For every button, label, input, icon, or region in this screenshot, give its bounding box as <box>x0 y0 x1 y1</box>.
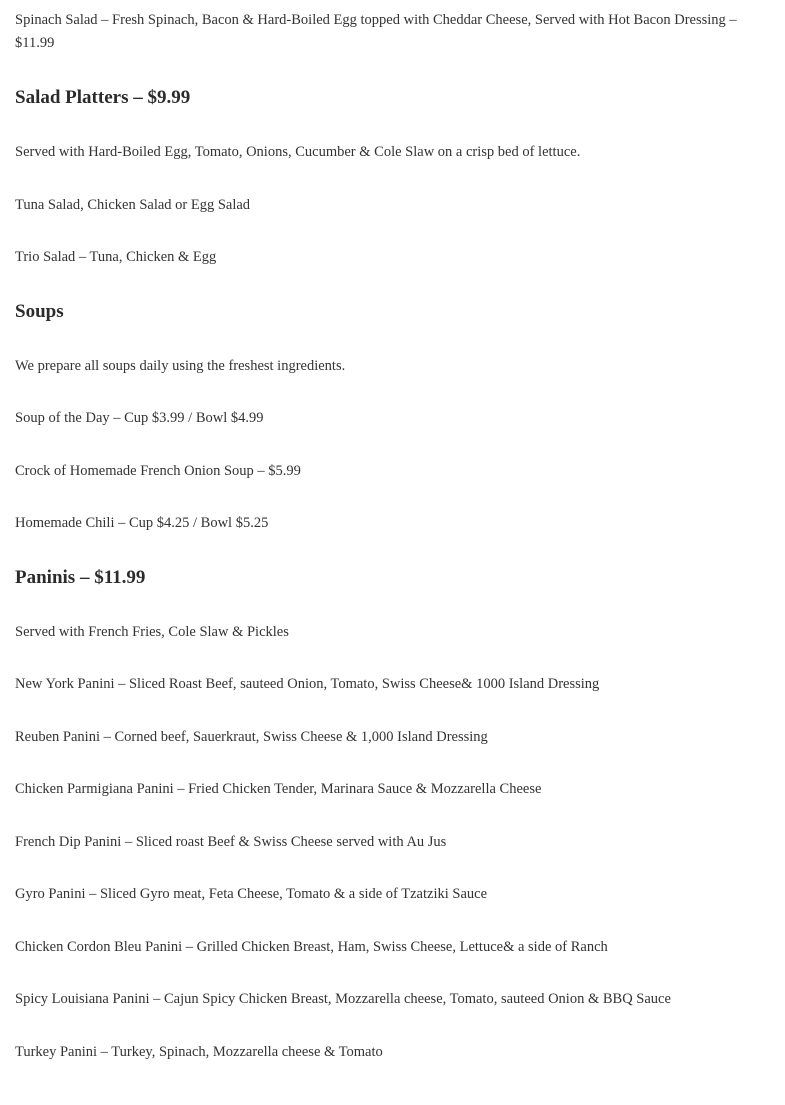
menu-item: Tuna Salad, Chicken Salad or Egg Salad <box>15 196 251 213</box>
menu-item: Soup of the Day – Cup $3.99 / Bowl $4.99 <box>15 410 264 426</box>
menu-item: Spicy Louisiana Panini – Cajun Spicy Chicken Breast, Mozzarella cheese, Tomato, sauteed Onion & BBQ Sauce <box>15 991 671 1007</box>
section-heading-soups: Soups <box>15 300 64 322</box>
menu-item: Homemade Chili – Cup $4.25 / Bowl $5.25 <box>15 515 269 531</box>
section-description-salad-platters: Served with Hard-Boiled Egg, Tomato, Onions, Cucumber & Cole Slaw on a crisp bed of lettuce. <box>15 144 581 160</box>
menu-content <box>15 9 770 1093</box>
menu-item: Crock of Homemade French Onion Soup – $5.99 <box>15 462 301 479</box>
section-description-soups: We prepare all soups daily using the freshest ingredients. <box>15 357 346 374</box>
menu-item: French Dip Panini – Sliced roast Beef & Swiss Cheese served with Au Jus <box>15 833 447 850</box>
menu-item: Chicken Cordon Bleu Panini – Grilled Chicken Breast, Ham, Swiss Cheese, Lettuce& a side of Ranch <box>15 938 608 955</box>
section-heading-paninis: Paninis – $11.99 <box>15 566 146 588</box>
section-heading-salad-platters: Salad Platters – $9.99 <box>15 87 191 108</box>
menu-item: Turkey Panini – Turkey, Spinach, Mozzarella cheese & Tomato <box>15 1043 383 1060</box>
menu-item: Trio Salad – Tuna, Chicken & Egg <box>15 249 217 265</box>
menu-item: Reuben Panini – Corned beef, Sauerkraut, Swiss Cheese & 1,000 Island Dressing <box>15 728 488 745</box>
section-description-paninis: Served with French Fries, Cole Slaw & Pickles <box>15 623 289 640</box>
menu-item-spinach-salad: Spinach Salad – Fresh Spinach, Bacon & Hard-Boiled Egg topped with Cheddar Cheese, Served with Hot Bacon Dressing – $11.99 <box>15 12 737 51</box>
menu-item: New York Panini – Sliced Roast Beef, sauteed Onion, Tomato, Swiss Cheese& 1000 Island Dressing <box>15 676 600 692</box>
menu-item: Chicken Parmigiana Panini – Fried Chicken Tender, Marinara Sauce & Mozzarella Cheese <box>15 781 542 797</box>
menu-item: Gyro Panini – Sliced Gyro meat, Feta Cheese, Tomato & a side of Tzatziki Sauce <box>15 886 488 902</box>
